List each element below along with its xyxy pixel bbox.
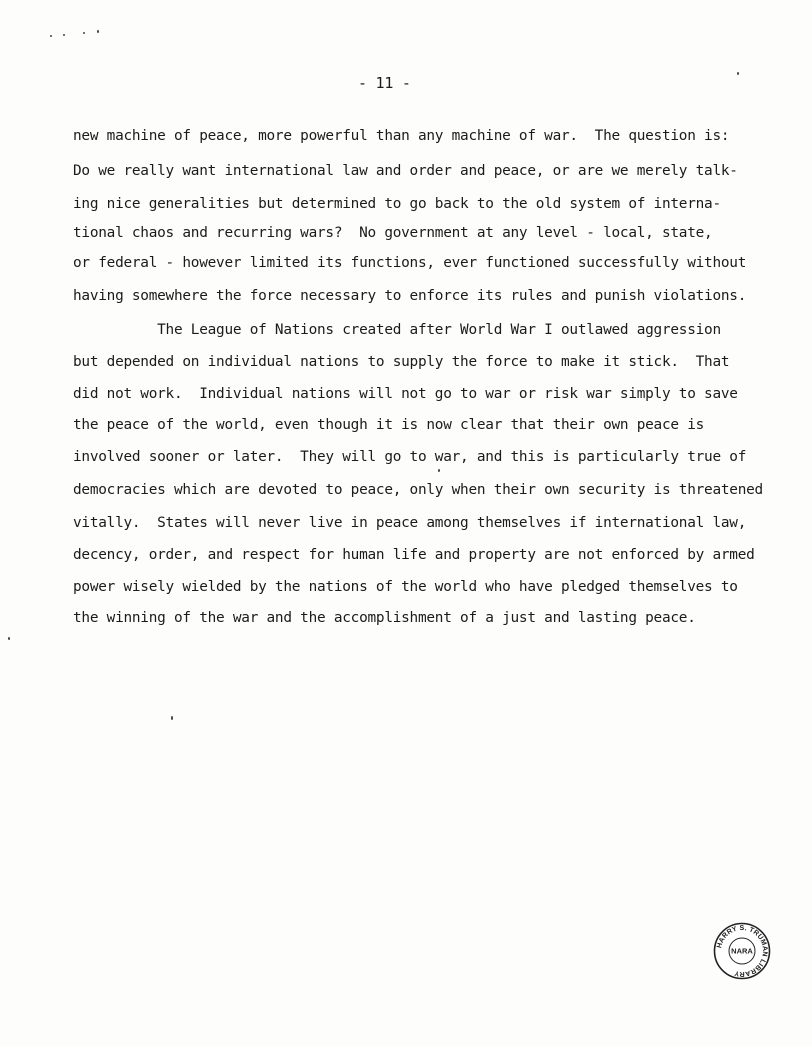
scan-speck: [83, 32, 85, 34]
paragraph-2-line-6: democracies which are devoted to peace, only when their own security is threatened: [73, 482, 763, 498]
paragraph-2-line-3: did not work. Individual nations will not go to war or risk war simply to save: [73, 386, 738, 402]
paragraph-2-line-2: but depended on individual nations to supply the force to make it stick. That: [73, 354, 730, 370]
scan-speck: [97, 30, 99, 33]
paragraph-1-line-2: Do we really want international law and order and peace, or are we merely talk-: [73, 163, 738, 179]
page-number: - 11 -: [358, 74, 411, 92]
paragraph-2-line-9: power wisely wielded by the nations of the world who have pledged themselves to: [73, 579, 738, 595]
stamp-center-text: NARA: [731, 946, 753, 956]
scan-speck: [737, 72, 739, 75]
scan-speck: [8, 637, 10, 640]
paragraph-2-line-7: vitally. States will never live in peace among themselves if international law,: [73, 515, 747, 531]
paragraph-2-line-10: the winning of the war and the accomplishment of a just and lasting peace.: [73, 610, 696, 626]
scan-speck: [63, 34, 65, 36]
stamp-ring-text: HARRY S. TRUMAN LIBRARY: [716, 924, 769, 978]
scan-speck: [171, 716, 173, 720]
paragraph-1-line-5: or federal - however limited its functions, ever functioned successfully without: [73, 255, 747, 271]
paragraph-1-line-6: having somewhere the force necessary to enforce its rules and punish violations.: [73, 288, 747, 304]
paragraph-2-line-5: involved sooner or later. They will go to war, and this is particularly true of: [73, 449, 747, 465]
scan-speck: [50, 35, 52, 37]
paragraph-1-line-4: tional chaos and recurring wars? No government at any level - local, state,: [73, 225, 713, 241]
truman-library-stamp: [713, 922, 771, 980]
paragraph-2-line-4: the peace of the world, even though it is now clear that their own peace is: [73, 417, 705, 433]
paragraph-1-line-1: new machine of peace, more powerful than any machine of war. The question is:: [73, 128, 730, 144]
paragraph-2-line-8: decency, order, and respect for human life and property are not enforced by armed: [73, 547, 755, 563]
scan-speck: [438, 469, 440, 472]
paragraph-2-line-1: The League of Nations created after World War I outlawed aggression: [73, 322, 721, 338]
paragraph-1-line-3: ing nice generalities but determined to go back to the old system of interna-: [73, 196, 721, 212]
